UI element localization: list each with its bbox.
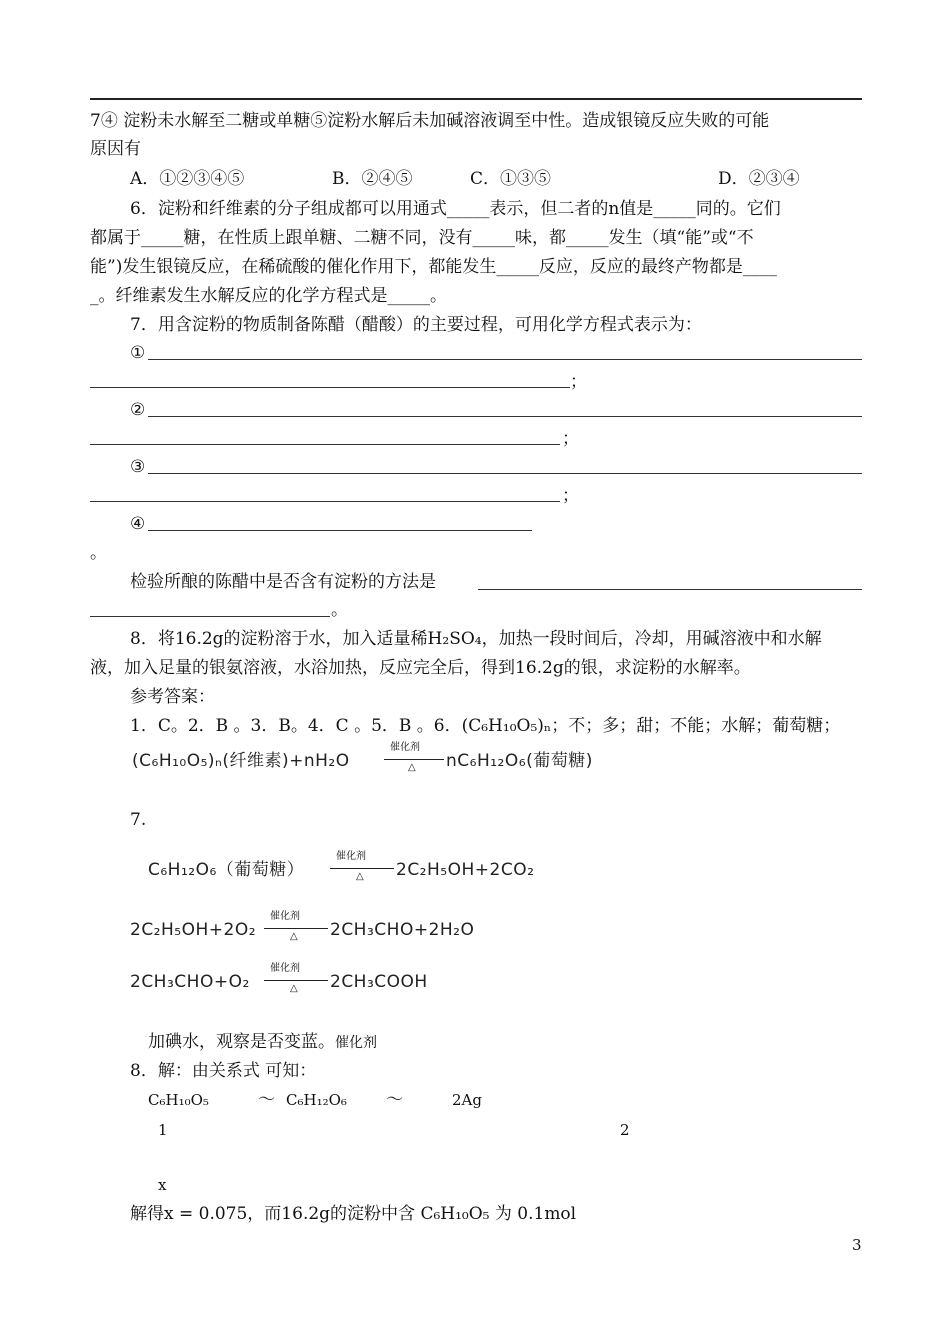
answer-blank [90, 501, 560, 502]
test-method: 检验所酿的陈醋中是否含有淀粉的方法是 [130, 572, 436, 592]
equation-hydrolysis-left: (C₆H₁₀O₅)ₙ(纤维素)+nH₂O [132, 751, 350, 771]
catalyst-label: 催化剂 [270, 911, 300, 922]
equation-1-right: 2C₂H₅OH+2CO₂ [396, 860, 535, 880]
question-6: 能”)发生银镜反应，在稀硫酸的催化作用下，都能发生_____反应，反应的最终产物都是____ [90, 257, 777, 277]
reaction-arrow [264, 928, 328, 929]
question-6: 6．淀粉和纤维素的分子组成都可以用通式_____表示，但二者的n值是_____同的。它们 [130, 199, 781, 219]
answer-blank [148, 359, 862, 360]
iodine-test-text: 加碘水，观察是否变蓝。 [148, 1032, 335, 1052]
equation-3-right: 2CH₃COOH [330, 972, 428, 992]
question-8: 8．将16.2g的淀粉溶于水，加入适量稀H₂SO₄，加热一段时间后，冷却，用碱溶液中和水解 [130, 629, 822, 649]
heat-symbol: △ [408, 762, 416, 773]
answer-blank [90, 444, 560, 445]
relation-tilde: ～ [258, 1090, 275, 1110]
ratio-two: 2 [620, 1121, 630, 1139]
option-c: C．①③⑤ [470, 169, 552, 189]
reaction-arrow [264, 980, 328, 981]
catalyst-label: 催化剂 [390, 742, 420, 753]
question-6: 都属于_____糖，在性质上跟单糖、二糖不同，没有_____味，都_____发生（填“能”或“不 [90, 228, 754, 248]
relation-starch: C₆H₁₀O₅ [148, 1091, 209, 1109]
option-d: D．②③④ [718, 169, 800, 189]
marker-4: ④ [130, 514, 146, 534]
answer-blank [90, 387, 570, 388]
answer-blank [148, 416, 862, 417]
answer-blank [148, 530, 532, 531]
iodine-test [148, 1030, 377, 1055]
text-line: 原因有 [90, 139, 141, 159]
semicolon: ； [562, 486, 579, 506]
top-rule [90, 98, 862, 100]
period: 。 [90, 543, 107, 563]
reaction-arrow [330, 868, 394, 869]
answer-blank [90, 616, 330, 617]
semicolon: ； [562, 429, 579, 449]
unknown-x: x [158, 1176, 167, 1194]
text-line: 7④ 淀粉未水解至二糖或单糖⑤淀粉水解后未加碱溶液调至中性。造成银镜反应失败的可能 [90, 111, 770, 131]
equation-2-left: 2C₂H₅OH+2O₂ [130, 920, 257, 940]
marker-2: ② [130, 400, 146, 420]
question-7: 7．用含淀粉的物质制备陈醋（醋酸）的主要过程，可用化学方程式表示为： [130, 315, 702, 335]
answer-7-label: 7. [130, 810, 147, 830]
catalyst-label: 催化剂 [270, 963, 300, 974]
relation-tilde: ～ [386, 1090, 403, 1110]
catalyst-note: 催化剂 [335, 1035, 377, 1051]
ratio-one: 1 [158, 1121, 168, 1139]
result-line: 解得x = 0.075，而16.2g的淀粉中含 C₆H₁₀O₅ 为 0.1mol [130, 1204, 577, 1224]
answer-line: 1．C。2．B 。3．B。4．C 。5．B 。6．(C₆H₁₀O₅)ₙ；不；多；甜；不能；水解；葡萄糖； [130, 716, 841, 736]
heat-symbol: △ [290, 931, 298, 942]
heat-symbol: △ [356, 871, 364, 882]
reference-answer-heading: 参考答案： [130, 687, 215, 707]
question-6: _。纤维素发生水解反应的化学方程式是_____。 [90, 286, 447, 306]
equation-hydrolysis-right: nC₆H₁₂O₆(葡萄糖) [446, 751, 593, 771]
solution-heading: 8．解：由关系式 可知： [130, 1061, 317, 1081]
heat-symbol: △ [290, 983, 298, 994]
question-8: 液，加入足量的银氨溶液，水浴加热，反应完全后，得到16.2g的银，求淀粉的水解率。 [90, 658, 751, 678]
answer-blank [478, 589, 862, 590]
catalyst-label: 催化剂 [336, 851, 366, 862]
equation-3-left: 2CH₃CHO+O₂ [130, 972, 250, 992]
page-number: 3 [852, 1236, 862, 1254]
semicolon: ； [570, 372, 587, 392]
reaction-arrow [384, 759, 444, 760]
equation-1-left: C₆H₁₂O₆（葡萄糖） [148, 860, 305, 880]
relation-silver: 2Ag [452, 1091, 482, 1109]
equation-2-right: 2CH₃CHO+2H₂O [330, 920, 475, 940]
option-a: A．①②③④⑤ [130, 169, 245, 189]
period: 。 [331, 600, 348, 620]
option-b: B．②④⑤ [332, 169, 413, 189]
answer-blank [148, 473, 862, 474]
marker-3: ③ [130, 457, 146, 477]
relation-glucose: C₆H₁₂O₆ [286, 1091, 347, 1109]
marker-1: ① [130, 343, 146, 363]
